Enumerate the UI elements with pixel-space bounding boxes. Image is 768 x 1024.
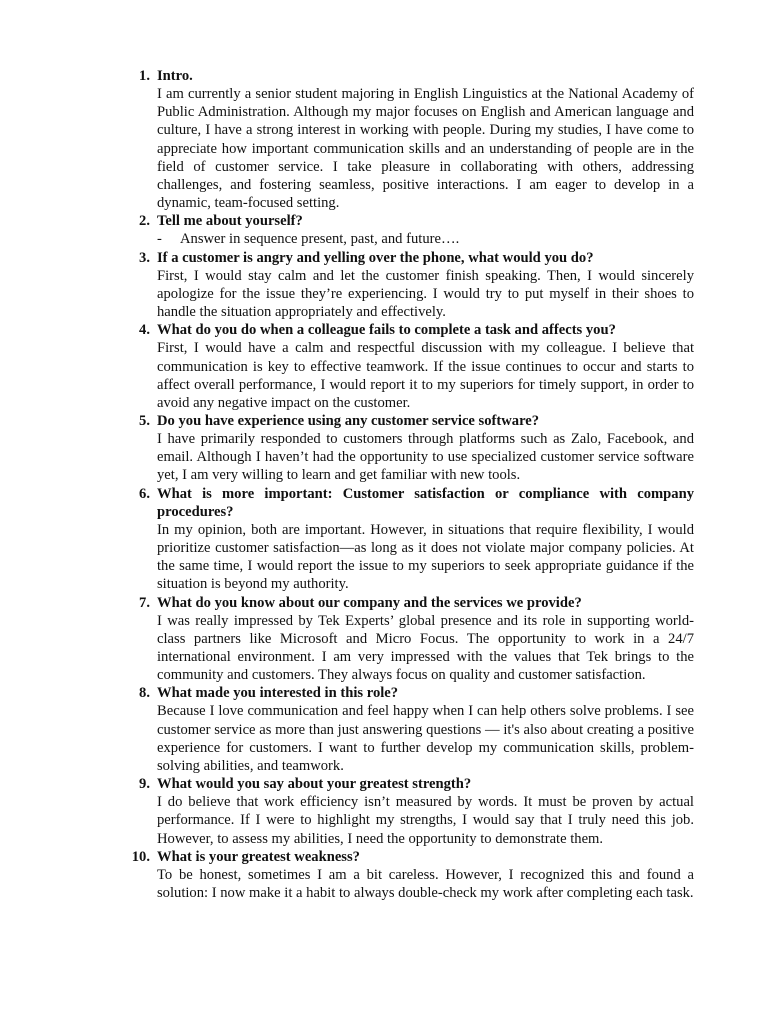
item-number: 1. bbox=[139, 68, 150, 84]
item-number: 7. bbox=[139, 594, 150, 611]
question-heading: Intro. bbox=[157, 68, 193, 84]
list-item bbox=[0, 684, 694, 775]
answer-text: In my opinion, both are important. However, in situations that require flexibility, I would prioritize customer satisfaction—as long as it does not violate major company policies. At the same time, I would report the issue to my superiors to seek appropriate guidance if the situation is beyond my authority. bbox=[157, 521, 694, 593]
item-number: 9. bbox=[139, 776, 150, 793]
answer-text: I do believe that work efficiency isn’t measured by words. It must be proven by actual performance. If I were to highlight my strengths, I would say that I truly need this job. However, to assess my abilities, I need the opportunity to demonstrate them. bbox=[157, 794, 694, 847]
list-item bbox=[0, 412, 694, 485]
question-heading: What is more important: Customer satisfaction or compliance with company procedures? bbox=[157, 485, 694, 520]
bullet-point bbox=[157, 230, 694, 248]
question-heading: Tell me about yourself? bbox=[157, 213, 303, 230]
list-item bbox=[0, 848, 694, 902]
item-number: 2. bbox=[139, 213, 150, 230]
answer-text: To be honest, sometimes I am a bit careless. However, I recognized this and found a solution: I now make it a habit to always double-check my work after completing each task. bbox=[157, 866, 694, 902]
answer-text: Because I love communication and feel happy when I can help others solve problems. I see customer service as more than just answering questions — it's also about creating a positive experience for customers. I want to further develop my communication skills, problem-solving abilities, and teamwork. bbox=[157, 703, 694, 774]
question-heading: If a customer is angry and yelling over the phone, what would you do? bbox=[157, 249, 594, 266]
item-number: 6. bbox=[139, 485, 150, 502]
answer-text: First, I would stay calm and let the customer finish speaking. Then, I would sincerely apologize for the issue they’re experiencing. I would try to put myself in their shoes to handle the situation appropriately and effectively. bbox=[157, 267, 694, 321]
dash-bullet-icon: - bbox=[157, 231, 162, 248]
interview-qa-list bbox=[0, 67, 768, 902]
answer-text: I am currently a senior student majoring in English Linguistics at the National Academy of Public Administration. Although my major focuses on English and American language and culture, I have a strong interest in working with people. During my studies, I have come to appreciate how important communication skills and an understanding of people are in the field of customer service. I take pleasure in collaborating with others, addressing challenges, and fostering seamless, positive interactions. I am eager to develop in a dynamic, team-focused setting. bbox=[157, 86, 694, 212]
list-item bbox=[0, 485, 694, 594]
answer-text: First, I would have a calm and respectful discussion with my colleague. I believe that communication is key to effective teamwork. If the issue continues to occur and starts to affect overall performance, I would report it to my superiors for timely support, in order to avoid any negative impact on the customer. bbox=[157, 340, 694, 411]
question-heading: What is your greatest weakness? bbox=[157, 848, 360, 865]
question-heading: What would you say about your greatest strength? bbox=[157, 776, 472, 793]
item-number: 8. bbox=[139, 685, 150, 702]
answer-text: I have primarily responded to customers through platforms such as Zalo, Facebook, and email. Although I haven’t had the opportunity to use specialized customer service software yet, I am very willing to learn and get familiar with new tools. bbox=[157, 431, 694, 484]
item-number: 5. bbox=[139, 412, 150, 429]
item-number: 3. bbox=[139, 249, 150, 266]
question-heading: What do you do when a colleague fails to complete a task and affects you? bbox=[157, 322, 616, 339]
list-item bbox=[0, 249, 694, 322]
list-item bbox=[0, 594, 694, 685]
question-heading: What do you know about our company and the services we provide? bbox=[157, 594, 582, 611]
item-number: 10. bbox=[131, 848, 150, 865]
question-heading: Do you have experience using any customer service software? bbox=[157, 412, 540, 429]
answer-text: I was really impressed by Tek Experts’ global presence and its role in supporting world-class partners like Microsoft and Micro Focus. The opportunity to work in a 24/7 international environment. I am very impressed with the values that Tek brings to the community and customers. They always focus on quality and customer satisfaction. bbox=[157, 612, 694, 684]
list-item bbox=[0, 321, 694, 412]
list-item bbox=[0, 212, 694, 248]
list-item bbox=[0, 67, 694, 212]
bullet-text: Answer in sequence present, past, and future…. bbox=[180, 231, 460, 248]
item-number: 4. bbox=[139, 322, 150, 339]
list-item bbox=[0, 775, 694, 848]
question-heading: What made you interested in this role? bbox=[157, 685, 399, 702]
